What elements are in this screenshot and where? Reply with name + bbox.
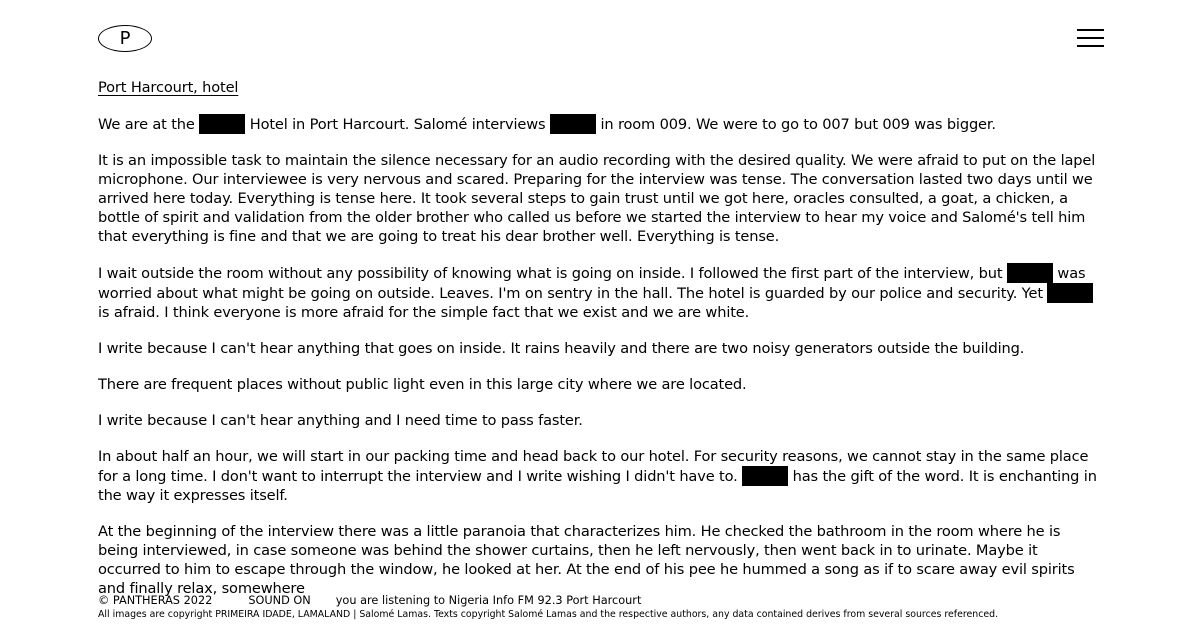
text-segment: is afraid. I think everyone is more afraid for the simple fact that we exist and we are white.	[98, 304, 750, 321]
redaction-block	[1047, 283, 1093, 303]
text-segment: In about half an hour, we will start in our packing time and head back to our hotel. For security reasons, we cannot stay in the same place for a long time. I don't want to interrupt the interview and I write wishing I didn't have to.	[98, 448, 1089, 485]
paragraph: At the beginning of the interview there was a little paranoia that characterizes him. He checked the bathroom in the room where he is being interviewed, in case someone was behind the shower curtains, then he left nervously, then went back in to urinate. Maybe it occurred to him to escape through the window, he looked at her. At the end of his pee he hummed a song as if to scare away evil spirits and finally relax, somewhere	[98, 523, 1075, 597]
redaction-block	[550, 114, 596, 134]
text-segment: I wait outside the room without any possibility of knowing what is going on inside. I followed the first part of the interview, but	[98, 265, 1003, 282]
page-title[interactable]: Port Harcourt, hotel	[98, 79, 239, 96]
paragraph	[98, 114, 1103, 134]
menu-bar	[1077, 45, 1104, 47]
hamburger-menu-icon[interactable]	[1077, 28, 1104, 48]
credits-text: All images are copyright PRIMEIRA IDADE, LAMALAND | Salomé Lamas. Texts copyright Salomé Lamas and the respective authors, any data contained derives from several sources referenced.	[98, 609, 999, 620]
paragraph: It is an impossible task to maintain the silence necessary for an audio recording with the desired quality. We were afraid to put on the lapel microphone. Our interviewee is very nervous and scared. Preparing for the interview was tense. The conversation lasted two days until we arrived here today. Everything is tense here. It took several steps to gain trust until we got here, oracles consulted, a goat, a chicken, a bottle of spirit and validation from the older brother who called us before we started the interview to hear my voice and Salomé's tell him that everything is fine and that we are going to treat his dear brother well. Everything is tense.	[98, 152, 1096, 245]
article-body	[98, 78, 1103, 597]
sound-toggle[interactable]: SOUND ON	[248, 594, 311, 607]
text-segment: in room 009. We were to go to 007 but 009 was bigger.	[600, 116, 996, 133]
paragraph	[98, 447, 1103, 505]
text-segment: was worried about what might be going on outside. Leaves. I'm on sentry in the hall. The hotel is guarded by our police and security. Yet	[98, 265, 1086, 302]
menu-bar	[1077, 37, 1104, 39]
footer	[98, 594, 1103, 621]
copyright-text: © PANTHERAS 2022	[98, 594, 213, 607]
logo-letter: P	[119, 27, 131, 49]
text-segment: We are at the	[98, 116, 195, 133]
paragraph: There are frequent places without public light even in this large city where we are located.	[98, 376, 747, 393]
paragraph: I write because I can't hear anything that goes on inside. It rains heavily and there are two noisy generators outside the building.	[98, 340, 1025, 357]
redaction-block	[742, 466, 788, 486]
footer-line	[98, 594, 1103, 608]
redaction-block	[199, 114, 245, 134]
now-playing-text: you are listening to Nigeria Info FM 92.3 Port Harcourt	[335, 594, 642, 607]
text-segment: Hotel in Port Harcourt. Salomé interviews	[249, 116, 546, 133]
site-logo[interactable]	[98, 25, 152, 52]
text-segment: has the gift of the word. It is enchanting in the way it expresses itself.	[98, 468, 1097, 504]
menu-bar	[1077, 29, 1104, 31]
paragraph	[98, 263, 1103, 322]
paragraph: I write because I can't hear anything and I need time to pass faster.	[98, 412, 583, 429]
redaction-block	[1007, 263, 1053, 283]
